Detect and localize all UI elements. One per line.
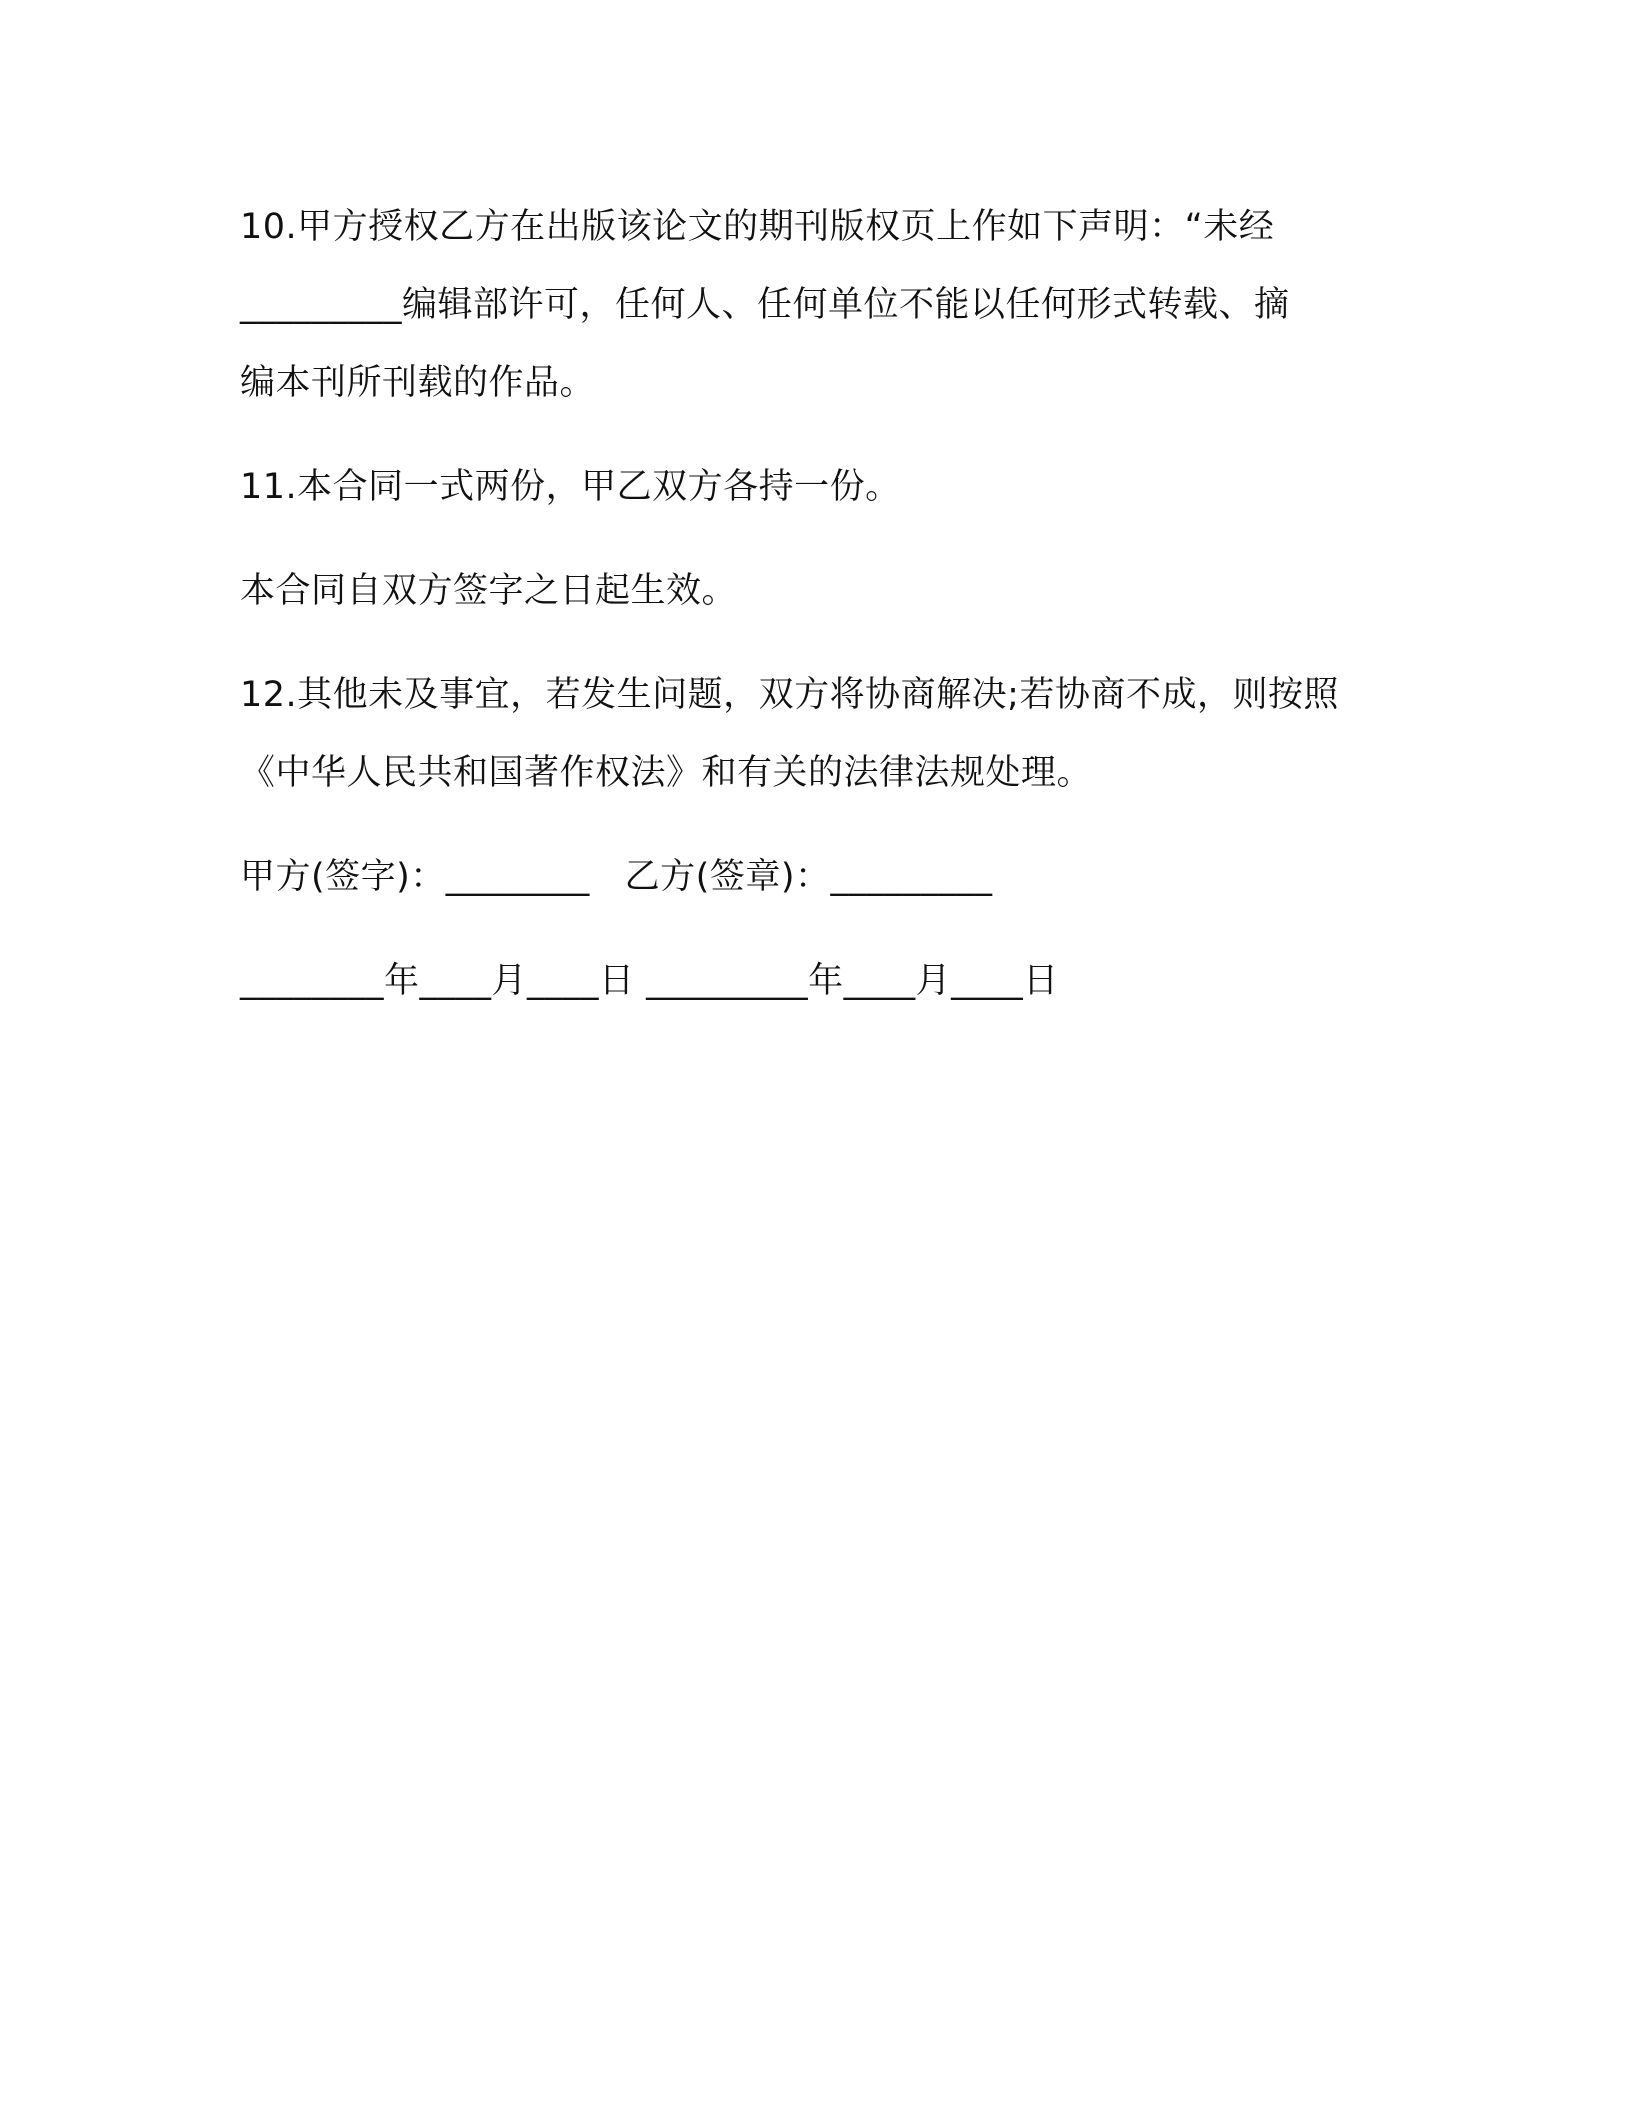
clause-11 bbox=[240, 448, 1400, 526]
date-line: ________年____月____日 _________年____月____日 bbox=[240, 961, 1059, 1001]
effective-clause bbox=[240, 552, 1400, 630]
signature-line: 甲方(签字)：________ 乙方(签章)：_________ bbox=[240, 857, 993, 897]
clause-10-line-3: 编本刊所刊载的作品。 bbox=[240, 363, 596, 403]
clause-10-line-1: 10.甲方授权乙方在出版该论文的期刊版权页上作如下声明：“未经 bbox=[240, 207, 1275, 247]
clause-12 bbox=[240, 656, 1400, 812]
clause-12-line-2: 《中华人民共和国著作权法》和有关的法律法规处理。 bbox=[240, 753, 1093, 793]
clause-10 bbox=[240, 188, 1400, 422]
clause-12-line-1: 12.其他未及事宜，若发生问题，双方将协商解决;若协商不成，则按照 bbox=[240, 675, 1339, 715]
document-body bbox=[240, 188, 1400, 1046]
clause-10-line-2: _________编辑部许可，任何人、任何单位不能以任何形式转载、摘 bbox=[240, 285, 1290, 325]
clause-11-text: 11.本合同一式两份，甲乙双方各持一份。 bbox=[240, 467, 901, 507]
effective-clause-text: 本合同自双方签字之日起生效。 bbox=[240, 571, 738, 611]
